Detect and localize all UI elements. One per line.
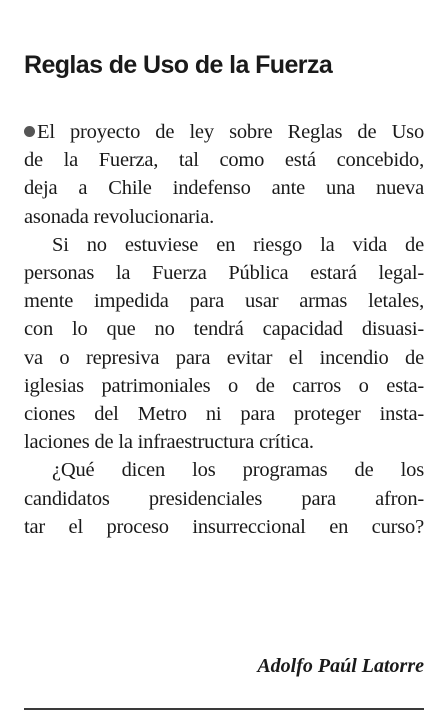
paragraph-2-line-3: mente impedida para usar armas letales, xyxy=(24,290,424,313)
paragraph-1-line-2: de la Fuerza, tal como está concebido, xyxy=(24,149,424,172)
paragraph-1 xyxy=(24,118,424,231)
paragraph-3 xyxy=(24,456,424,541)
paragraph-2-line-4: con lo que no tendrá capacidad disuasi- xyxy=(24,318,424,341)
author-signature: Adolfo Paúl Latorre xyxy=(257,655,424,677)
paragraph-3-line-3: tar el proceso insurreccional en curso? xyxy=(24,515,424,538)
article-body xyxy=(24,118,424,541)
paragraph-1-line-4: asonada revolucionaria. xyxy=(24,205,215,228)
paragraph-2-line-1: Si no estuviese en riesgo la vida de xyxy=(52,233,424,256)
paragraph-2-line-2: personas la Fuerza Pública estará legal- xyxy=(24,262,424,285)
letter-article xyxy=(24,0,424,717)
headline: Reglas de Uso de la Fuerza xyxy=(24,51,333,79)
paragraph-3-line-1: ¿Qué dicen los programas de los xyxy=(52,459,424,482)
paragraph-2-line-5: va o represiva para evitar el incendio de xyxy=(24,346,424,369)
bottom-divider xyxy=(24,708,424,710)
paragraph-2 xyxy=(24,231,424,457)
paragraph-2-line-6: iglesias patrimoniales o de carros o esta- xyxy=(24,374,424,397)
paragraph-2-line-8: laciones de la infraestructura crítica. xyxy=(24,431,314,454)
paragraph-1-line-1: El proyecto de ley sobre Reglas de Uso xyxy=(37,121,424,143)
paragraph-3-line-2: candidatos presidenciales para afron- xyxy=(24,487,424,510)
paragraph-1-line-3: deja a Chile indefenso ante una nueva xyxy=(24,177,424,200)
paragraph-line xyxy=(24,118,424,146)
bullet-icon xyxy=(24,126,35,137)
paragraph-2-line-7: ciones del Metro ni para proteger insta- xyxy=(24,403,424,426)
